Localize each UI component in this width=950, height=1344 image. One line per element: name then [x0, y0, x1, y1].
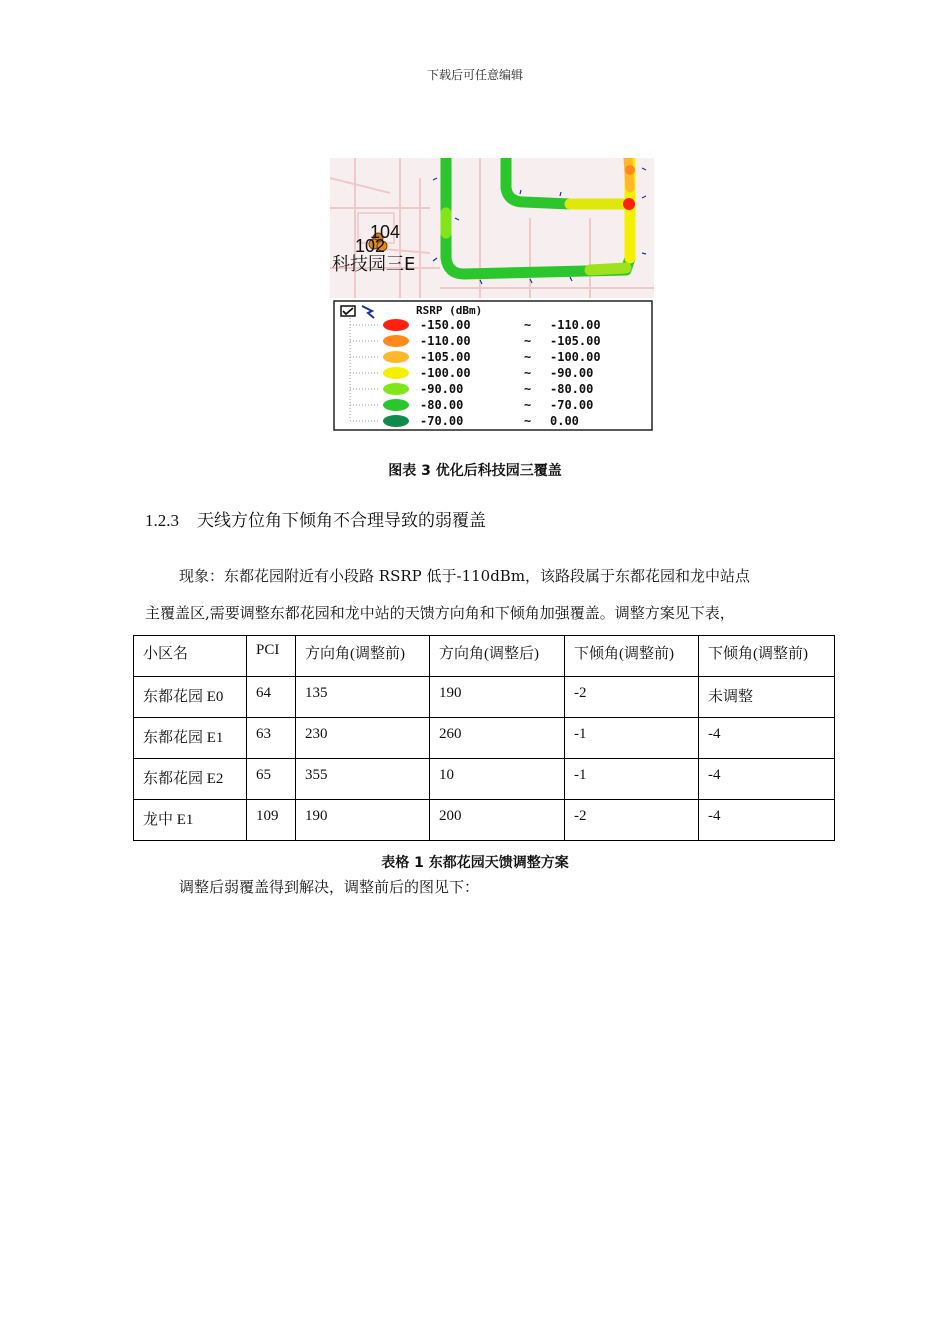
table-cell: 龙中 E1: [134, 800, 247, 841]
legend-swatch-icon: [383, 399, 409, 411]
table-cell: 355: [296, 759, 430, 800]
table-cell: -1: [565, 718, 699, 759]
legend-from: -105.00: [420, 350, 471, 364]
table-cell: 109: [247, 800, 296, 841]
legend-from: -100.00: [420, 366, 471, 380]
table-header-cell: 小区名: [134, 636, 247, 677]
legend-swatch-icon: [383, 319, 409, 331]
table-row: [134, 800, 835, 841]
legend-to: -90.00: [550, 366, 594, 380]
figure-caption: 图表 3 优化后科技园三覆盖: [388, 463, 562, 479]
table-cell: 190: [296, 800, 430, 841]
table-cell: -2: [565, 677, 699, 718]
legend-to: -80.00: [550, 382, 594, 396]
legend-from: -80.00: [420, 398, 464, 412]
paragraph-1: 现象：东都花园附近有小段路 RSRP 低于-110dBm，该路段属于东都花园和龙中站点: [179, 567, 751, 585]
legend-from: -90.00: [420, 382, 464, 396]
legend-to: -110.00: [550, 318, 601, 332]
legend-to: 0.00: [550, 414, 579, 428]
table-cell: -1: [565, 759, 699, 800]
legend-to: -100.00: [550, 350, 601, 364]
table-cell: -2: [565, 800, 699, 841]
table-cell: 200: [430, 800, 565, 841]
legend-to: -70.00: [550, 398, 594, 412]
table-header-cell: 下倾角(调整前): [699, 636, 835, 677]
legend-to: -105.00: [550, 334, 601, 348]
paragraph-2: 主覆盖区,需要调整东都花园和龙中站的天馈方向角和下倾角加强覆盖。调整方案见下表，: [145, 604, 735, 622]
site-id-1: 104: [370, 222, 401, 242]
site-label: 科技园三E: [332, 254, 416, 275]
table-cell: 65: [247, 759, 296, 800]
table-cell: 未调整: [699, 677, 835, 718]
legend-swatch-icon: [383, 383, 409, 395]
table-cell: -4: [699, 759, 835, 800]
table-cell: -4: [699, 800, 835, 841]
coverage-figure: [330, 158, 654, 432]
table-caption: 表格 1 东都花园天馈调整方案: [381, 855, 569, 871]
legend-swatch-icon: [383, 335, 409, 347]
page-header: 下载后可任意编辑: [426, 68, 523, 82]
legend-from: -110.00: [420, 334, 471, 348]
table-cell: 10: [430, 759, 565, 800]
legend-tilde: ~: [524, 334, 532, 348]
table-row: [134, 759, 835, 800]
table-cell: 东都花园 E1: [134, 718, 247, 759]
legend-tilde: ~: [524, 414, 532, 428]
table-row: [134, 677, 835, 718]
adjustment-table: [133, 635, 835, 841]
table-cell: -4: [699, 718, 835, 759]
table-header-cell: 方向角(调整前): [296, 636, 430, 677]
table-header-cell: 方向角(调整后): [430, 636, 565, 677]
legend-swatch-icon: [383, 367, 409, 379]
legend-title: RSRP (dBm): [416, 304, 483, 317]
paragraph-3: 调整后弱覆盖得到解决，调整前后的图见下：: [179, 878, 480, 896]
table-cell: 64: [247, 677, 296, 718]
table-cell: 63: [247, 718, 296, 759]
legend-tilde: ~: [524, 350, 532, 364]
site-id-2: 102: [355, 236, 386, 256]
table-header-row: [134, 636, 835, 677]
table-header-cell: PCI: [247, 636, 296, 677]
weak-point-marker: [623, 198, 635, 210]
table-cell: 230: [296, 718, 430, 759]
table-row: [134, 718, 835, 759]
table-header-cell: 下倾角(调整前): [565, 636, 699, 677]
legend-from: -70.00: [420, 414, 464, 428]
legend-swatch-icon: [383, 415, 409, 427]
legend-tilde: ~: [524, 366, 532, 380]
table-cell: 东都花园 E0: [134, 677, 247, 718]
section-heading: [145, 506, 486, 531]
section-title: 天线方位角下倾角不合理导致的弱覆盖: [197, 511, 486, 531]
table-cell: 190: [430, 677, 565, 718]
legend-box: [334, 301, 652, 430]
legend-from: -150.00: [420, 318, 471, 332]
legend-tilde: ~: [524, 318, 532, 332]
table-cell: 东都花园 E2: [134, 759, 247, 800]
section-number: 1.2.3: [145, 511, 179, 530]
table-cell: 135: [296, 677, 430, 718]
coverage-map-svg: [330, 158, 654, 432]
legend-tilde: ~: [524, 382, 532, 396]
legend-tilde: ~: [524, 398, 532, 412]
legend-swatch-icon: [383, 351, 409, 363]
table-cell: 260: [430, 718, 565, 759]
